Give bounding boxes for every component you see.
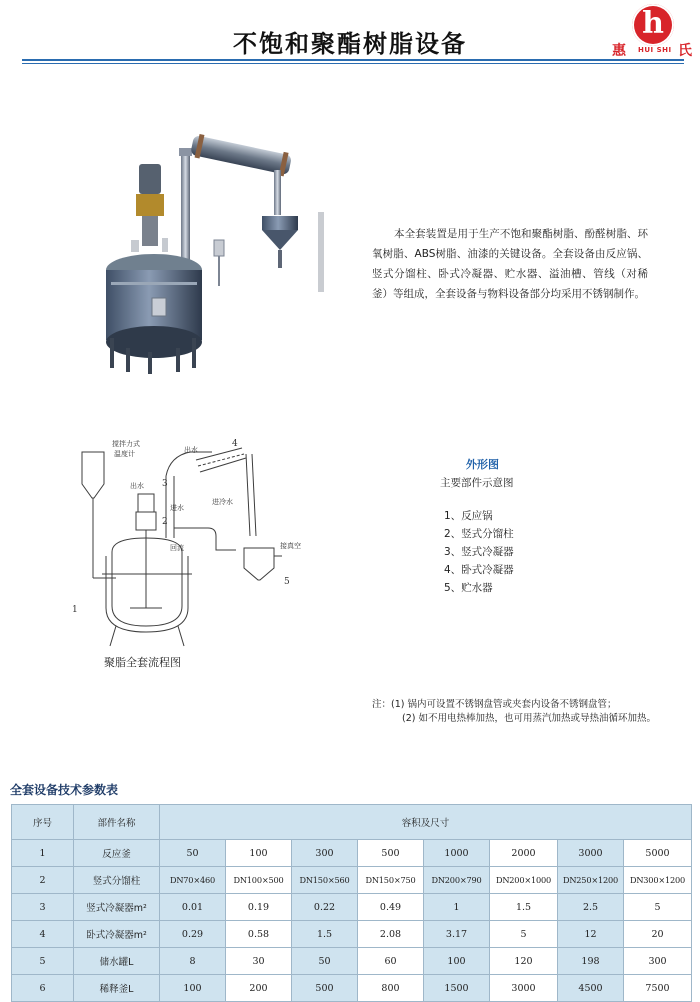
label-n5: 5 [284,577,290,587]
cell-value: 198 [558,948,624,975]
cell-value: DN200×790 [424,867,490,894]
cell-value: 500 [292,975,358,1002]
part-item: 4、卧式冷凝器 [444,564,514,576]
header-rule-thin [22,63,684,64]
cell-value: DN250×1200 [558,867,624,894]
parts-list [444,507,514,597]
cell-name: 稀释釜L [74,975,160,1002]
cell-value: 1500 [424,975,490,1002]
label-zhenkong: 接真空 [280,542,301,550]
label-jinshui: 进水 [170,504,184,512]
cell-no: 1 [12,840,74,867]
cell-value: 0.01 [160,894,226,921]
header-name: 部件名称 [74,805,160,840]
cell-value: 5 [490,921,558,948]
cell-value: 100 [226,840,292,867]
label-huiliu: 回流 [170,544,184,552]
label-n2: 2 [162,517,168,527]
cell-value: 3000 [490,975,558,1002]
header-capacity: 容积及尺寸 [160,805,692,840]
cell-value: 0.19 [226,894,292,921]
note-2: (2) 如不用电热棒加热，也可用蒸汽加热或导热油循环加热。 [402,713,656,724]
description-text: 本全套装置是用于生产不饱和聚酯树脂、酚醛树脂、环氧树脂、ABS树脂、油漆的关键设备。全套设备由反应锅、竖式分馏柱、卧式冷凝器、贮水器、溢油槽、管线（对稀釜）等组成，全套设备与物料设备部分均采用不锈钢制作。 [372,228,648,300]
cell-no: 4 [12,921,74,948]
page-title: 不饱和聚酯树脂设备 [233,29,467,58]
logo-char-right: 氏 [678,43,692,59]
outline-title: 外形图 [466,458,499,471]
table-title: 全套设备技术参数表 [10,783,119,797]
table-row [12,948,692,975]
cell-value: 500 [358,840,424,867]
cell-no: 2 [12,867,74,894]
cell-value: 0.49 [358,894,424,921]
cell-value: 800 [358,975,424,1002]
cell-value: 1.5 [490,894,558,921]
note-1: 注：(1) 锅内可设置不锈钢盘管或夹套内设备不锈钢盘管； [372,699,617,710]
label-n4: 4 [232,439,238,449]
cell-name: 竖式分馏柱 [74,867,160,894]
part-item: 3、竖式冷凝器 [444,546,514,558]
cell-value: 0.29 [160,921,226,948]
diagram-caption: 聚脂全套流程图 [104,656,181,669]
spec-table [11,804,692,1002]
header-rule [22,59,684,61]
label-n1: 1 [72,605,78,615]
part-item: 2、竖式分馏柱 [444,528,514,540]
table-header-row [12,805,692,840]
logo-char-left: 惠 [612,43,626,59]
cell-value: 1000 [424,840,490,867]
table-row [12,840,692,867]
cell-value: DN150×750 [358,867,424,894]
brand-logo [612,4,696,62]
cell-value: 3.17 [424,921,490,948]
cell-value: 300 [624,948,692,975]
cell-value: DN100×500 [226,867,292,894]
cell-name: 储水罐L [74,948,160,975]
part-item: 1、反应锅 [444,510,493,522]
cell-value: 1.5 [292,921,358,948]
cell-value: 50 [160,840,226,867]
label-jinlengshui: 进冷水 [212,498,233,506]
outline-subtitle: 主要部件示意图 [440,477,514,489]
part-item: 5、贮水器 [444,582,493,594]
table-row [12,867,692,894]
cell-value: 7500 [624,975,692,1002]
cell-value: 5 [624,894,692,921]
cell-value: 100 [424,948,490,975]
cell-no: 6 [12,975,74,1002]
notes [372,698,656,726]
cell-value: 2.5 [558,894,624,921]
cell-value: 8 [160,948,226,975]
cell-value: 100 [160,975,226,1002]
cell-value: DN200×1000 [490,867,558,894]
label-wendu: 温度计 [114,450,135,458]
cell-value: 1 [424,894,490,921]
table-row [12,894,692,921]
label-chushui-top: 出水 [184,446,198,454]
header-no: 序号 [12,805,74,840]
cell-value: DN300×1200 [624,867,692,894]
cell-value: 60 [358,948,424,975]
cell-value: 20 [624,921,692,948]
table-row [12,921,692,948]
label-chushui-left: 出水 [130,482,144,490]
label-jiaoban: 搅拌力式 [112,440,140,448]
cell-value: 3000 [558,840,624,867]
cell-value: 200 [226,975,292,1002]
cell-no: 3 [12,894,74,921]
cell-name: 反应釜 [74,840,160,867]
cell-value: 4500 [558,975,624,1002]
cell-value: 2000 [490,840,558,867]
cell-value: 12 [558,921,624,948]
cell-value: 120 [490,948,558,975]
cell-value: 2.08 [358,921,424,948]
cell-value: DN70×460 [160,867,226,894]
cell-no: 5 [12,948,74,975]
cell-value: 30 [226,948,292,975]
cell-value: 300 [292,840,358,867]
equipment-photo [96,120,336,380]
table-row [12,975,692,1002]
logo-mark: h [642,6,664,41]
flow-diagram [66,436,306,652]
cell-value: 5000 [624,840,692,867]
cell-value: 0.58 [226,921,292,948]
cell-value: 0.22 [292,894,358,921]
cell-value: DN150×560 [292,867,358,894]
cell-name: 卧式冷凝器m² [74,921,160,948]
logo-subtext: HUI SHI [638,46,672,54]
cell-value: 50 [292,948,358,975]
cell-name: 竖式冷凝器m² [74,894,160,921]
label-n3: 3 [162,479,168,489]
